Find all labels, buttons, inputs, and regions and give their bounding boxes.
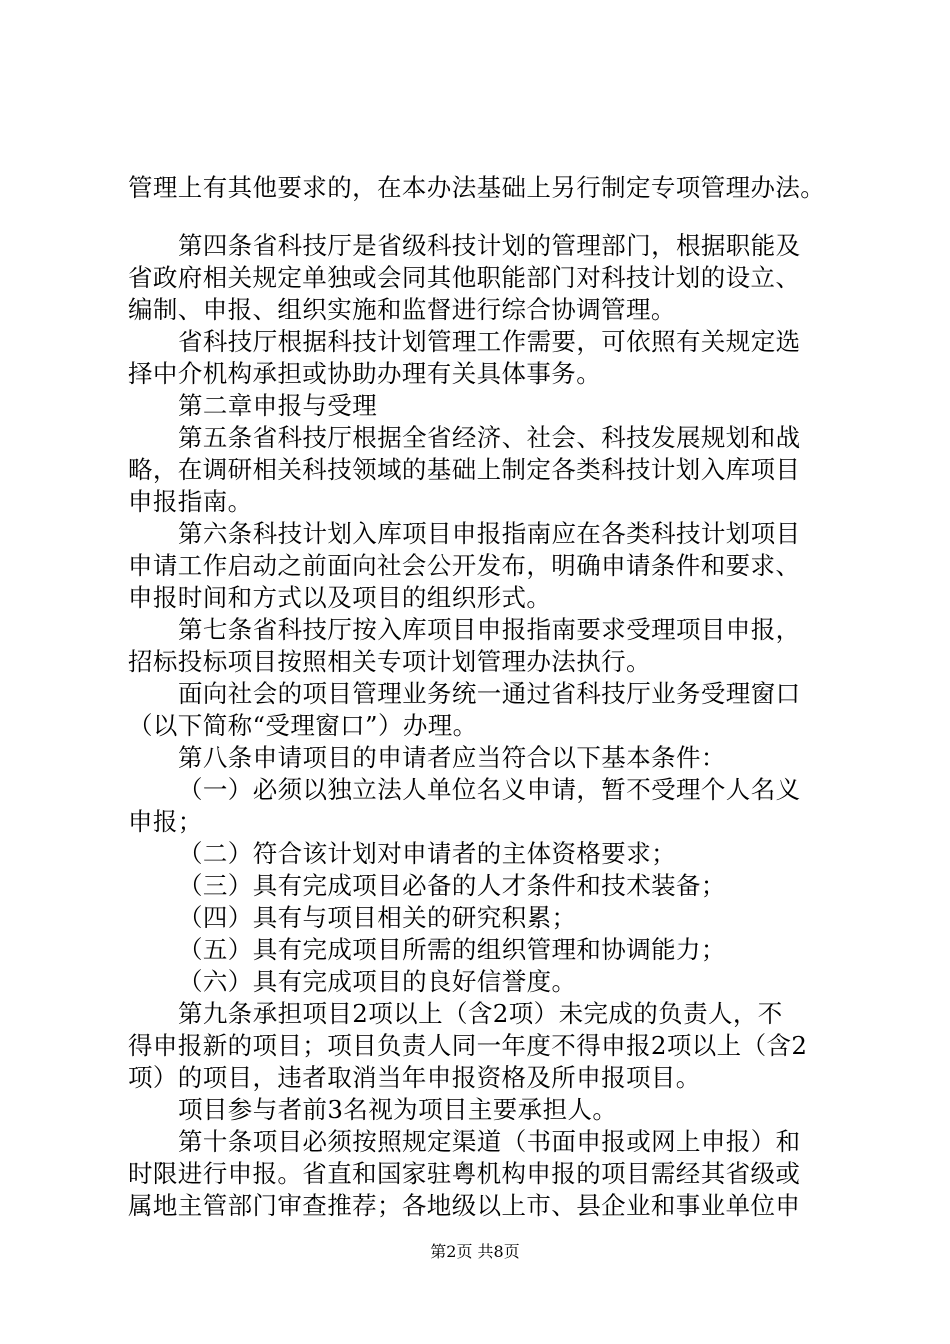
text-line: 省科技厅根据科技计划管理工作需要，可依照有关规定选 xyxy=(178,327,801,356)
page-footer: 第2页 共8页 xyxy=(430,1242,520,1261)
text-line: 属地主管部门审查推荐；各地级以上市、县企业和事业单位申 xyxy=(128,1191,801,1220)
text-line: 第四条省科技厅是省级科技计划的管理部门，根据职能及 xyxy=(178,231,801,260)
text-line: 申报指南。 xyxy=(128,487,253,516)
text-line: 略，在调研相关科技领域的基础上制定各类科技计划入库项目 xyxy=(128,455,801,484)
text-line: 招标投标项目按照相关专项计划管理办法执行。 xyxy=(128,647,651,676)
paragraph-gap xyxy=(128,204,838,230)
text-line: （四）具有与项目相关的研究积累； xyxy=(178,903,577,932)
text-line: 第七条省科技厅按入库项目申报指南要求受理项目申报， xyxy=(178,615,801,644)
text-line: 申报时间和方式以及项目的组织形式。 xyxy=(128,583,552,612)
text-line: 第八条申请项目的申请者应当符合以下基本条件： xyxy=(178,743,726,772)
text-line: 管理上有其他要求的，在本办法基础上另行制定专项管理办法。 xyxy=(128,173,826,202)
text-line: 第二章申报与受理 xyxy=(178,391,378,420)
text-line: （一）必须以独立法人单位名义申请，暂不受理个人名义 xyxy=(178,775,801,804)
text-line: （三）具有完成项目必备的人才条件和技术装备； xyxy=(178,871,726,900)
text-line: 项）的项目，违者取消当年申报资格及所申报项目。 xyxy=(128,1063,701,1092)
text-line: 第六条科技计划入库项目申报指南应在各类科技计划项目 xyxy=(178,519,801,548)
text-line: 得申报新的项目；项目负责人同一年度不得申报2项以上（含2 xyxy=(128,1031,808,1060)
text-line: （六）具有完成项目的良好信誉度。 xyxy=(178,967,577,996)
text-line: 省政府相关规定单独或会同其他职能部门对科技计划的设立、 xyxy=(128,263,801,292)
text-line: 时限进行申报。省直和国家驻粤机构申报的项目需经其省级或 xyxy=(128,1159,801,1188)
text-line: 第五条省科技厅根据全省经济、社会、科技发展规划和战 xyxy=(178,423,801,452)
document-body xyxy=(128,172,838,1222)
text-line: 第十条项目必须按照规定渠道（书面申报或网上申报）和 xyxy=(178,1127,801,1156)
text-line: 申报； xyxy=(128,807,203,836)
text-line: 申请工作启动之前面向社会公开发布，明确申请条件和要求、 xyxy=(128,551,801,580)
text-line: （以下简称“受理窗口”）办理。 xyxy=(128,711,478,740)
text-line: 第九条承担项目2项以上（含2项）未完成的负责人，不 xyxy=(178,999,783,1028)
text-line: 编制、申报、组织实施和监督进行综合协调管理。 xyxy=(128,295,676,324)
text-line: 择中介机构承担或协助办理有关具体事务。 xyxy=(128,359,602,388)
text-line: 项目参与者前3名视为项目主要承担人。 xyxy=(178,1095,618,1124)
text-line: 面向社会的项目管理业务统一通过省科技厅业务受理窗口 xyxy=(178,679,801,708)
text-line: （二）符合该计划对申请者的主体资格要求； xyxy=(178,839,676,868)
text-line: （五）具有完成项目所需的组织管理和协调能力； xyxy=(178,935,726,964)
